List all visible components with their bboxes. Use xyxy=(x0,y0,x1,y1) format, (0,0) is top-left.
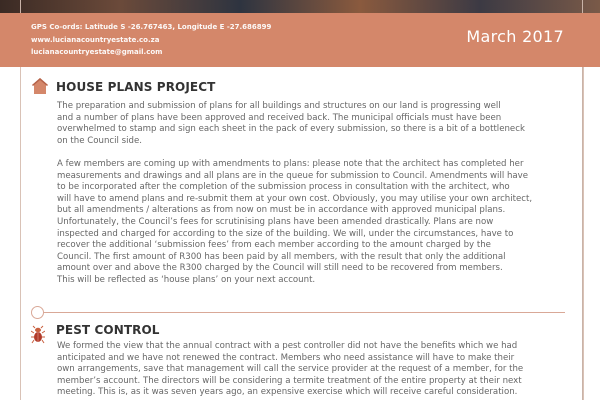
section-title-house-plans: HOUSE PLANS PROJECT xyxy=(56,80,216,94)
header-photo xyxy=(0,0,600,13)
text-line: anticipated and we have not renewed the contract. Members who need assistance will have to make their xyxy=(57,352,515,363)
house-plans-paragraph-1 xyxy=(57,101,525,147)
text-line: but all amendments / alterations as from now on must be in accordance with approved municipal plans. xyxy=(57,205,506,216)
house-plans-paragraph-2 xyxy=(57,159,532,287)
text-line: recover the additional ‘submission fees’ from each member according to the amount charged by the xyxy=(57,240,491,251)
text-line: We formed the view that the annual contract with a pest controller did not have the benefits which we had xyxy=(57,341,518,351)
text-line: amount over and above the R300 charged by the Council will still need to be recovered from members. xyxy=(57,263,503,274)
text-line: Council. The first amount of R300 has been paid by all members, with the result that only the additional xyxy=(57,251,506,262)
text-line: The preparation and submission of plans for all buildings and structures on our land is progressing well xyxy=(57,101,501,111)
email-link[interactable]: lucianacountryestate@gmail.com xyxy=(31,48,163,56)
contact-info xyxy=(31,21,271,59)
text-line: to be incorporated after the completion of the submission process in consultation with the architect, who xyxy=(57,182,510,193)
text-line: A few members are coming up with amendments to plans: please note that the architect has completed her xyxy=(57,159,524,169)
text-line: meeting. This is, as it was seven years ago, an expensive exercise which will receive careful consideration. xyxy=(57,387,518,398)
text-line: Unfortunately, the Council’s fees for scrutinising plans have been amended drastically. Plans are now xyxy=(57,216,494,227)
header-band xyxy=(0,13,600,67)
gps-coords: GPS Co-ords: Latitude S -26.767463, Longitude E -27.686899 xyxy=(31,23,272,31)
section-title-pest-control: PEST CONTROL xyxy=(56,323,160,337)
text-line: This will be reflected as ‘house plans’ on your next account. xyxy=(57,274,316,285)
text-line: member’s account. The directors will be considering a termite treatment of the entire property at their next xyxy=(57,375,522,386)
bug-icon xyxy=(31,325,45,345)
text-line: inspected and charged for according to the size of the building. We will, under the circumstances, have to xyxy=(57,228,514,239)
text-line: measurements and drawings and all plans are in the queue for submission to Council. Amendments will have xyxy=(57,170,529,181)
issue-date: March 2017 xyxy=(466,27,564,46)
text-line: will have to amend plans and re-submit them at your own cost. Obviously, you may utilise your own architect, xyxy=(57,193,533,204)
divider-circle xyxy=(31,306,44,319)
website-link[interactable]: www.lucianacountryestate.co.za xyxy=(31,35,160,44)
pest-control-paragraph xyxy=(57,341,523,399)
text-line: own arrangements, save that management will call the service provider at the request of a member, for the xyxy=(57,364,524,375)
house-icon xyxy=(31,77,49,95)
text-line: and a number of plans have been approved and received back. The municipal officials must have been xyxy=(57,112,502,123)
section-divider xyxy=(38,312,565,313)
text-line: on the Council side. xyxy=(57,135,142,146)
text-line: overwhelmed to stamp and sign each sheet in the pack of every submission, so there is a bit of a bottleneck xyxy=(57,124,525,135)
